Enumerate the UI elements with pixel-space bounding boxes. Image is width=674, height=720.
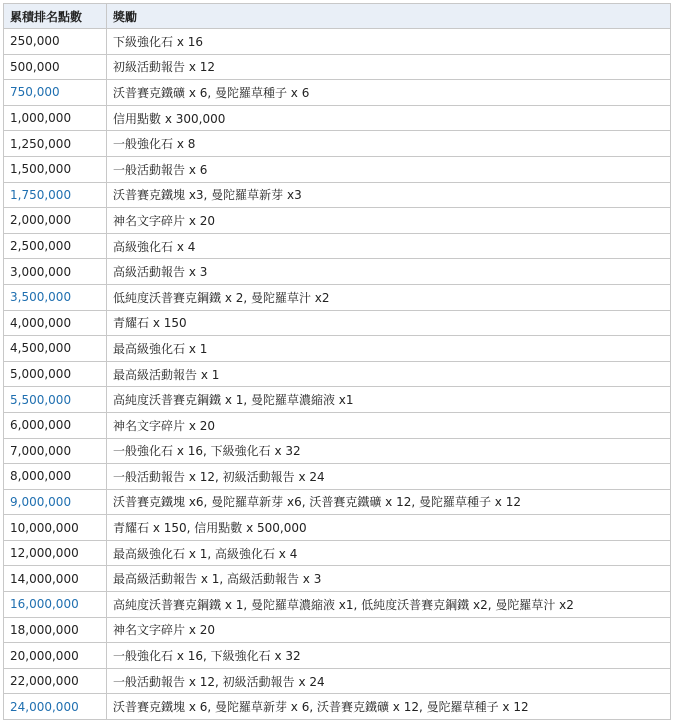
table-row: [4, 54, 671, 80]
reward-table-container: [3, 3, 670, 720]
table-row: [4, 284, 671, 310]
points-cell: 6,000,000: [4, 412, 107, 438]
table-row: [4, 29, 671, 55]
table-row: [4, 233, 671, 259]
reward-cell: 最高級活動報告 x 1: [107, 361, 671, 387]
table-row: [4, 617, 671, 643]
table-row: [4, 259, 671, 285]
reward-cell: 最高級強化石 x 1: [107, 336, 671, 362]
reward-cell: 信用點數 x 300,000: [107, 105, 671, 131]
header-reward: 獎勵: [107, 4, 671, 29]
points-cell: 4,500,000: [4, 336, 107, 362]
points-cell: 2,000,000: [4, 208, 107, 234]
reward-cell: 一般強化石 x 16, 下級強化石 x 32: [107, 438, 671, 464]
table-row: [4, 412, 671, 438]
points-cell: 1,250,000: [4, 131, 107, 157]
table-row: [4, 131, 671, 157]
table-row: [4, 540, 671, 566]
reward-cell: 低純度沃普賽克鋼鐵 x 2, 曼陀羅草汁 x2: [107, 284, 671, 310]
reward-cell: 一般活動報告 x 12, 初級活動報告 x 24: [107, 668, 671, 694]
reward-cell: 一般活動報告 x 6: [107, 156, 671, 182]
table-row: [4, 387, 671, 413]
points-link[interactable]: 16,000,000: [4, 592, 107, 618]
points-cell: 4,000,000: [4, 310, 107, 336]
reward-cell: 沃普賽克鐵塊 x6, 曼陀羅草新芽 x6, 沃普賽克鐵礦 x 12, 曼陀羅草種子 x 12: [107, 489, 671, 515]
reward-cell: 神名文字碎片 x 20: [107, 617, 671, 643]
reward-cell: 一般強化石 x 8: [107, 131, 671, 157]
points-link[interactable]: 750,000: [4, 80, 107, 106]
points-cell: 500,000: [4, 54, 107, 80]
table-row: [4, 156, 671, 182]
table-row: [4, 515, 671, 541]
points-cell: 1,500,000: [4, 156, 107, 182]
reward-cell: 高級強化石 x 4: [107, 233, 671, 259]
reward-cell: 青耀石 x 150, 信用點數 x 500,000: [107, 515, 671, 541]
reward-cell: 高純度沃普賽克鋼鐵 x 1, 曼陀羅草濃縮液 x1, 低純度沃普賽克鋼鐵 x2, 曼陀羅草汁 x2: [107, 592, 671, 618]
reward-cell: 最高級活動報告 x 1, 高級活動報告 x 3: [107, 566, 671, 592]
table-row: [4, 105, 671, 131]
header-points: 累積排名點數: [4, 4, 107, 29]
points-cell: 2,500,000: [4, 233, 107, 259]
table-row: [4, 438, 671, 464]
table-row: [4, 464, 671, 490]
points-cell: 7,000,000: [4, 438, 107, 464]
table-row: [4, 668, 671, 694]
table-row: [4, 489, 671, 515]
reward-cell: 沃普賽克鐵塊 x3, 曼陀羅草新芽 x3: [107, 182, 671, 208]
table-row: [4, 80, 671, 106]
reward-table: [3, 3, 671, 720]
reward-cell: 下級強化石 x 16: [107, 29, 671, 55]
reward-cell: 沃普賽克鐵礦 x 6, 曼陀羅草種子 x 6: [107, 80, 671, 106]
reward-cell: 沃普賽克鐵塊 x 6, 曼陀羅草新芽 x 6, 沃普賽克鐵礦 x 12, 曼陀羅草種子 x 12: [107, 694, 671, 720]
table-row: [4, 336, 671, 362]
reward-cell: 一般活動報告 x 12, 初級活動報告 x 24: [107, 464, 671, 490]
points-cell: 3,000,000: [4, 259, 107, 285]
points-link[interactable]: 9,000,000: [4, 489, 107, 515]
reward-cell: 高純度沃普賽克鋼鐵 x 1, 曼陀羅草濃縮液 x1: [107, 387, 671, 413]
points-cell: 22,000,000: [4, 668, 107, 694]
reward-cell: 最高級強化石 x 1, 高級強化石 x 4: [107, 540, 671, 566]
table-row: [4, 694, 671, 720]
table-header-row: [4, 4, 671, 29]
table-row: [4, 361, 671, 387]
table-row: [4, 310, 671, 336]
points-cell: 20,000,000: [4, 643, 107, 669]
reward-cell: 初級活動報告 x 12: [107, 54, 671, 80]
reward-cell: 神名文字碎片 x 20: [107, 412, 671, 438]
points-cell: 12,000,000: [4, 540, 107, 566]
points-link[interactable]: 5,500,000: [4, 387, 107, 413]
reward-cell: 青耀石 x 150: [107, 310, 671, 336]
points-link[interactable]: 3,500,000: [4, 284, 107, 310]
points-link[interactable]: 24,000,000: [4, 694, 107, 720]
reward-cell: 一般強化石 x 16, 下級強化石 x 32: [107, 643, 671, 669]
reward-cell: 神名文字碎片 x 20: [107, 208, 671, 234]
points-cell: 10,000,000: [4, 515, 107, 541]
points-cell: 14,000,000: [4, 566, 107, 592]
table-row: [4, 643, 671, 669]
points-cell: 8,000,000: [4, 464, 107, 490]
reward-cell: 高級活動報告 x 3: [107, 259, 671, 285]
points-cell: 250,000: [4, 29, 107, 55]
table-row: [4, 208, 671, 234]
points-cell: 1,000,000: [4, 105, 107, 131]
table-row: [4, 566, 671, 592]
table-row: [4, 182, 671, 208]
points-cell: 18,000,000: [4, 617, 107, 643]
table-body: [4, 29, 671, 720]
table-row: [4, 592, 671, 618]
points-link[interactable]: 1,750,000: [4, 182, 107, 208]
points-cell: 5,000,000: [4, 361, 107, 387]
